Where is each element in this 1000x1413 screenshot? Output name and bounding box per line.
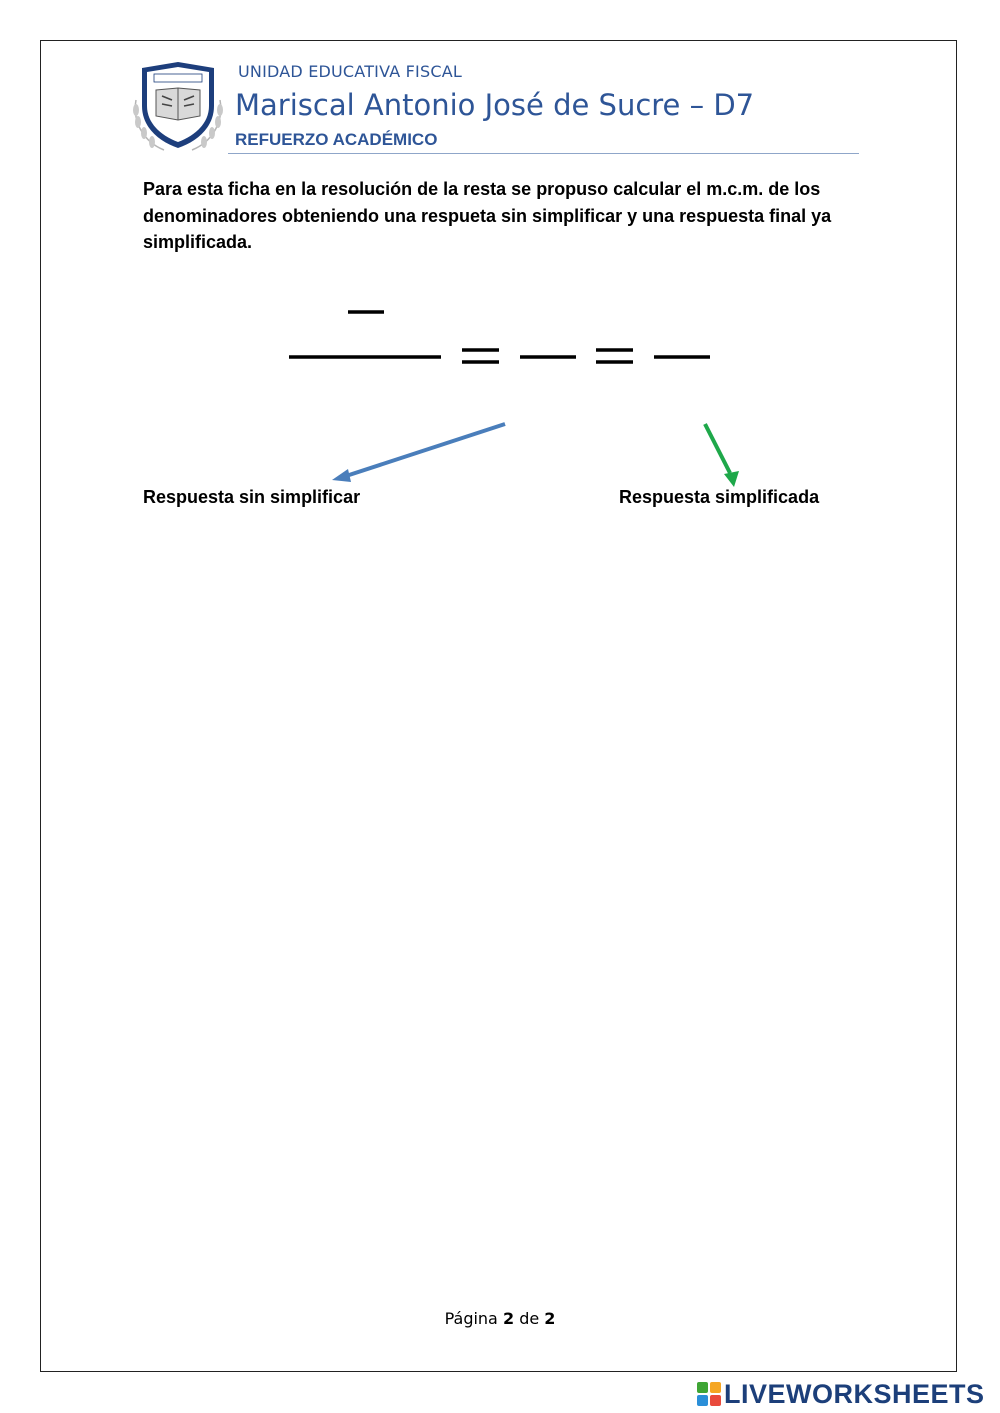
liveworksheets-logo-icon (697, 1382, 721, 1406)
brand-name: LIVEWORKSHEETS (724, 1378, 985, 1409)
page-total: 2 (544, 1309, 556, 1328)
school-name: Mariscal Antonio José de Sucre – D7 (235, 88, 755, 122)
instructions-text: Para esta ficha en la resolución de la resta se propuso calcular el m.c.m. de los denominadores obteniendo una respueta sin simplificar y una respuesta final ya simplificada. (143, 179, 832, 252)
header-divider (228, 153, 859, 154)
fraction-equation (280, 295, 720, 375)
document-subtitle: REFUERZO ACADÉMICO (235, 130, 438, 149)
page-number (0, 1309, 1000, 1328)
page-separator: de (519, 1309, 540, 1328)
simplified-answer-label: Respuesta simplificada (619, 487, 820, 507)
unsimplified-answer-label: Respuesta sin simplificar (143, 487, 361, 507)
green-arrow-line (705, 424, 730, 473)
blue-arrow-head (332, 469, 351, 482)
school-crest-logo (130, 60, 226, 152)
liveworksheets-brand (697, 1378, 985, 1410)
answer-arrows (320, 415, 760, 495)
page-current: 2 (502, 1309, 515, 1328)
page-prefix: Página (444, 1309, 498, 1328)
green-arrow-head (724, 471, 739, 487)
blue-arrow-line (346, 424, 505, 476)
school-type: UNIDAD EDUCATIVA FISCAL (238, 62, 462, 81)
